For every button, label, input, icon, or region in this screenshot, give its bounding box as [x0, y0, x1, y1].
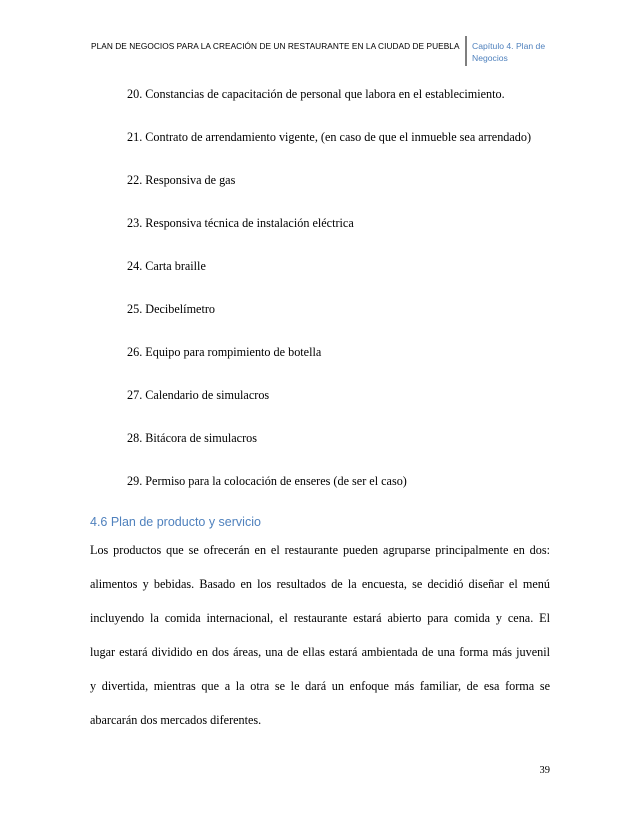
list-item: 22. Responsiva de gas — [127, 173, 236, 187]
chapter-label-line-2: Negocios — [472, 53, 508, 63]
list-item: 28. Bitácora de simulacros — [127, 431, 257, 445]
list-item: 20. Constancias de capacitación de personal que labora en el establecimiento. — [127, 87, 505, 101]
paragraph-line: alimentos y bebidas. Basado en los resultados de la encuesta, se decidió diseñar el menú — [90, 577, 550, 591]
page-number: 39 — [539, 765, 550, 776]
list-item: 25. Decibelímetro — [127, 302, 215, 316]
paragraph-line: Los productos que se ofrecerán en el restaurante pueden agruparse principalmente en dos: — [90, 543, 550, 557]
list-item: 29. Permiso para la colocación de enseres (de ser el caso) — [127, 474, 407, 488]
chapter-label-line-1: Capítulo 4. Plan de — [472, 41, 546, 51]
paragraph-line: y divertida, mientras que a la otra se le dará un enfoque más familiar, de esa forma se — [90, 679, 550, 693]
list-item: 21. Contrato de arrendamiento vigente, (en caso de que el inmueble sea arrendado) — [127, 130, 532, 144]
chapter-label — [472, 40, 572, 64]
header-divider — [465, 36, 467, 66]
section-heading: 4.6 Plan de producto y servicio — [90, 515, 261, 529]
paragraph-line: abarcarán dos mercados diferentes. — [90, 713, 262, 727]
list-item: 23. Responsiva técnica de instalación eléctrica — [127, 216, 354, 230]
list-item: 26. Equipo para rompimiento de botella — [127, 345, 322, 359]
list-item: 27. Calendario de simulacros — [127, 388, 270, 402]
running-title: PLAN DE NEGOCIOS PARA LA CREACIÓN DE UN RESTAURANTE EN LA CIUDAD DE PUEBLA — [91, 41, 460, 51]
paragraph-line: lugar estará dividido en dos áreas, una de ellas estará ambientada de una forma más juvenil — [90, 645, 550, 659]
paragraph-line: incluyendo la comida internacional, el restaurante estará abierto para comida y cena. El — [90, 611, 550, 625]
page-header — [0, 0, 638, 80]
list-item: 24. Carta braille — [127, 259, 206, 273]
